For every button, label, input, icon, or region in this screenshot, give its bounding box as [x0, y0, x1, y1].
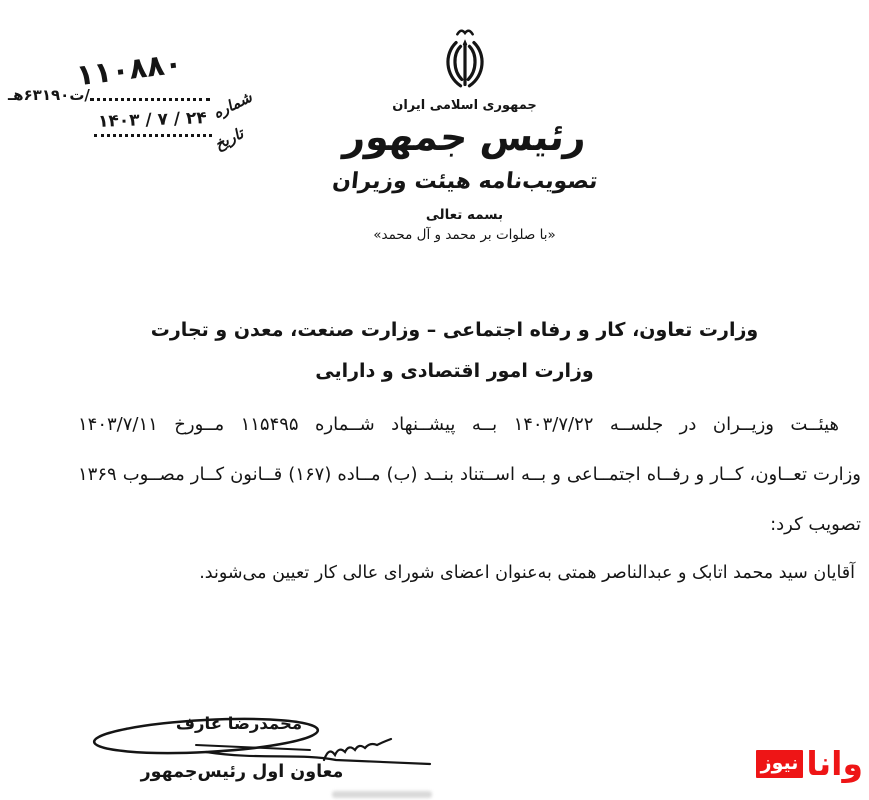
letterhead	[285, 26, 645, 243]
stamp-number-suffix: /ت۶۳۱۹۰هـ	[8, 86, 90, 104]
body-paragraph-line-2: وزارت تعــاون، کــار و رفــاه اجتمــاعی و بــه اســتناد بنــد (ب) مــاده (۱۶۷) قــانون کــار مصــوب ۱۳۶۹	[78, 464, 861, 485]
bismillah-line: بسمه تعالی	[425, 206, 504, 223]
recipient-line-2: وزارت امور اقتصادی و دارایی	[315, 360, 594, 382]
office-title-calligraphy: رئیس جمهور	[341, 115, 589, 159]
stamp-number-label: شماره	[210, 87, 255, 123]
decree-phrase: تصویب کرد:	[770, 514, 861, 535]
recipient-line-1: وزارت تعاون، کار و رفاه اجتماعی – وزارت صنعت، معدن و تجارت	[150, 319, 759, 341]
resolution-text: آقایان سید محمد اتابک و عبدالناصر همتی به‌عنوان اعضای شورای عالی کار تعیین می‌شوند.	[199, 563, 855, 583]
dotted-line	[90, 98, 210, 101]
watermark-brand-box: نیوز	[756, 750, 804, 778]
signer-title: معاون اول رئیس‌جمهور	[140, 762, 344, 782]
news-watermark	[756, 744, 863, 783]
salawat-line: «با صلوات بر محمد و آل محمد»	[373, 226, 556, 243]
signature-block	[78, 690, 440, 790]
document-type-calligraphy: تصویب‌نامه هیئت وزیران	[330, 168, 599, 194]
iran-emblem-icon	[433, 26, 497, 96]
country-name: جمهوری اسلامی ایران	[392, 98, 537, 113]
recipient-ministries	[40, 310, 869, 392]
stamp-number-value: ۱۱۰۸۸۰	[74, 45, 184, 93]
scan-smudge	[332, 791, 432, 798]
reference-stamp	[6, 45, 255, 158]
stamp-date-value: ۱۴۰۳ / ۷ / ۲۴	[97, 108, 208, 132]
signer-name: محمدرضا عارف	[175, 714, 303, 733]
stamp-date-label: تاریخ	[211, 124, 247, 154]
resolution-body	[78, 410, 861, 583]
dotted-line	[94, 134, 212, 137]
body-paragraph-line-1: هیئــت وزیــران در جلســه ۱۴۰۳/۷/۲۲ بــه پیشــنهاد شــماره ۱۱۵۴۹۵ مــورخ ۱۴۰۳/۷/۱۱	[78, 414, 840, 435]
watermark-brand-text: وانا	[806, 744, 863, 783]
